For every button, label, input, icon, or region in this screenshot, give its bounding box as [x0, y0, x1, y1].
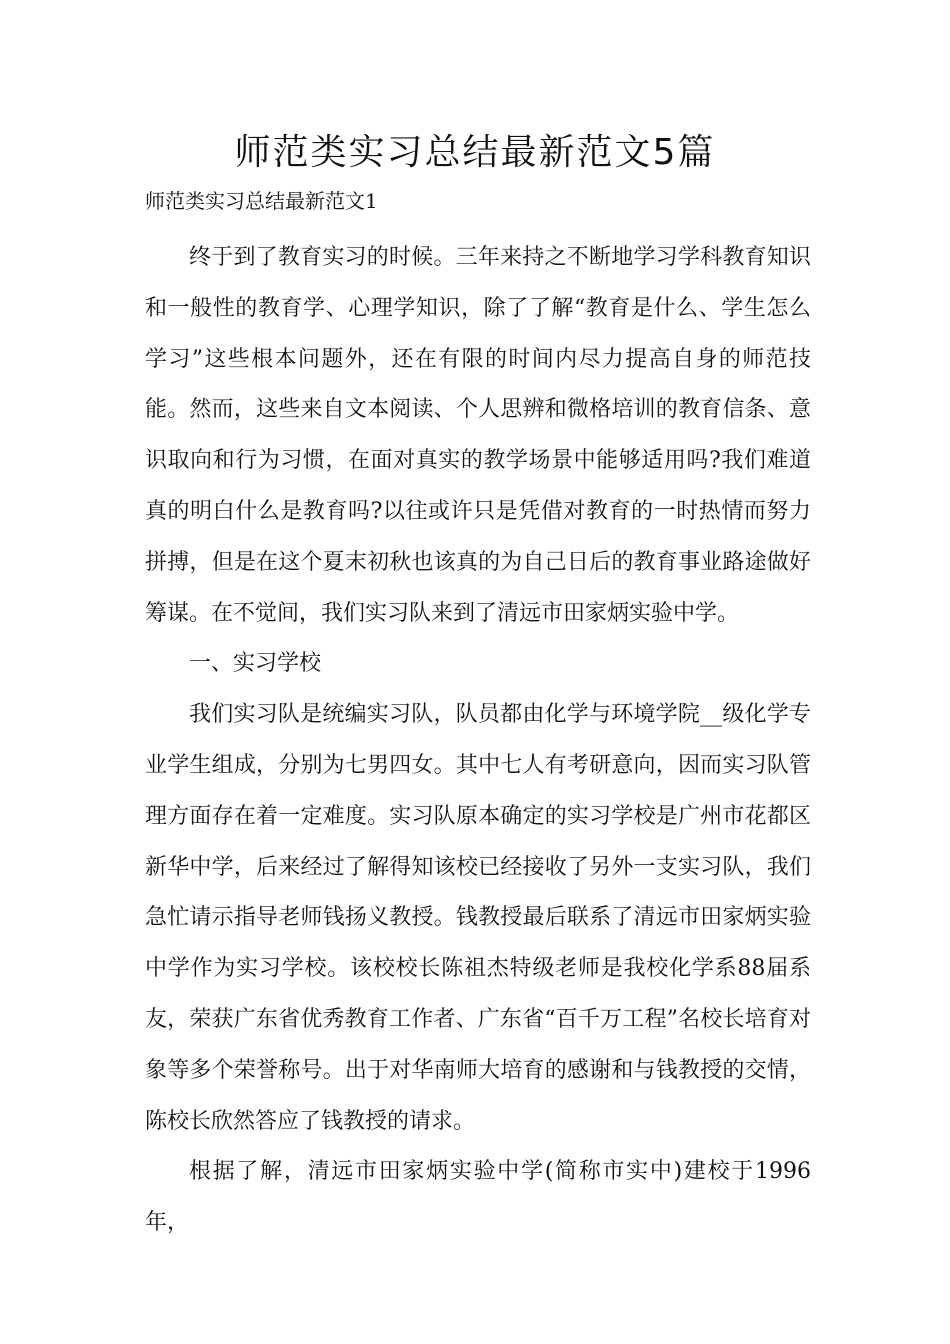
paragraph: 我们实习队是统编实习队，队员都由化学与环境学院__级化学专业学生组成，分别为七男四女。其中七人有考研意向，因而实习队管理方面存在着一定难度。实习队原本确定的实习学校是广州市花都区新华中学，后来经过了解得知该校已经接收了另外一支实习队，我们急忙请示指导老师钱扬义教授。钱教授最后联系了清远市田家炳实验中学作为实习学校。该校校长陈祖杰特级老师是我校化学系88届系友，荣获广东省优秀教育工作者、广东省“百千万工程”名校长培育对象等多个荣誉称号。出于对华南师大培育的感谢和与钱教授的交情，陈校长欣然答应了钱教授的请求。	[145, 702, 811, 1134]
document-title: 师范类实习总结最新范文5篇	[234, 132, 716, 173]
paragraph: 终于到了教育实习的时候。三年来持之不断地学习学科教育知识和一般性的教育学、心理学知识，除了了解“教育是什么、学生怎么学习”这些根本问题外，还在有限的时间内尽力提高自身的师范技能。然而，这些来自文本阅读、个人思辨和微格培训的教育信条、意识取向和行为习惯，在面对真实的教学场景中能够适用吗?我们难道真的明白什么是教育吗?以往或许只是凭借对教育的一时热情而努力拼搏，但是在这个夏末初秋也该真的为自己日后的教育事业路途做好筹谋。在不觉间，我们实习队来到了清远市田家炳实验中学。	[145, 245, 811, 626]
paragraph: 根据了解，清远市田家炳实验中学(简称市实中)建校于1996年，	[145, 1159, 811, 1236]
document-subtitle: 师范类实习总结最新范文1	[145, 189, 378, 213]
section-heading: 一、实习学校	[189, 651, 322, 677]
document-body	[145, 233, 811, 1249]
